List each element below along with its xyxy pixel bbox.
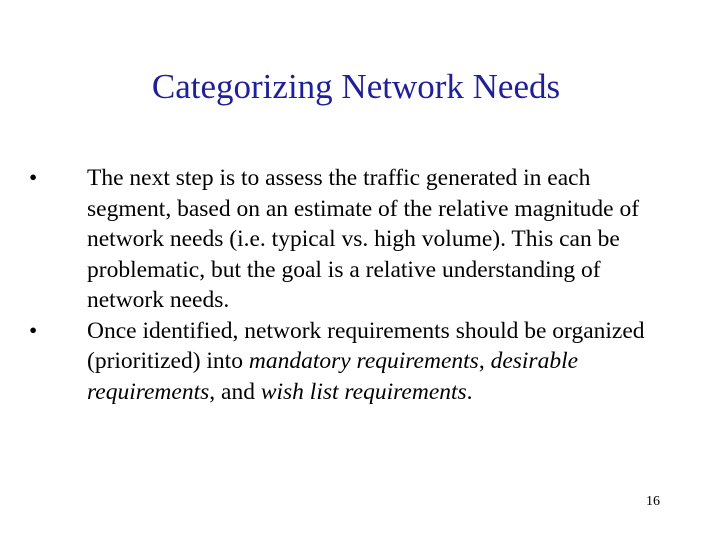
- emphasis-desirable: desirable requirements: [87, 348, 579, 405]
- bullet-text-part: ,: [478, 348, 491, 374]
- slide-title: Categorizing Network Needs: [151, 67, 561, 106]
- bullet-text-part: .: [466, 378, 473, 405]
- bullet-text: The next step is to assess the traffic generated in each segment, based on an estimate of the relative magnitude of network needs (i.e. typical vs. high volume). This can be problematic, but the goal is a relative understanding of network needs.: [87, 165, 640, 313]
- page-number: 16: [646, 494, 660, 509]
- bullet-text-part: Once identified, network requirements should be organized (prioritized) into: [87, 317, 645, 374]
- bullet-item-traffic-assessment: [29, 163, 677, 316]
- bullet-text-part: , and: [209, 378, 261, 405]
- bullet-icon: •: [29, 317, 38, 344]
- emphasis-wish-list: wish list requirements: [260, 378, 467, 405]
- bullet-list: [29, 163, 677, 407]
- bullet-icon: •: [29, 165, 38, 191]
- bullet-item-requirements: [29, 316, 677, 408]
- emphasis-mandatory: mandatory requirements: [248, 348, 479, 374]
